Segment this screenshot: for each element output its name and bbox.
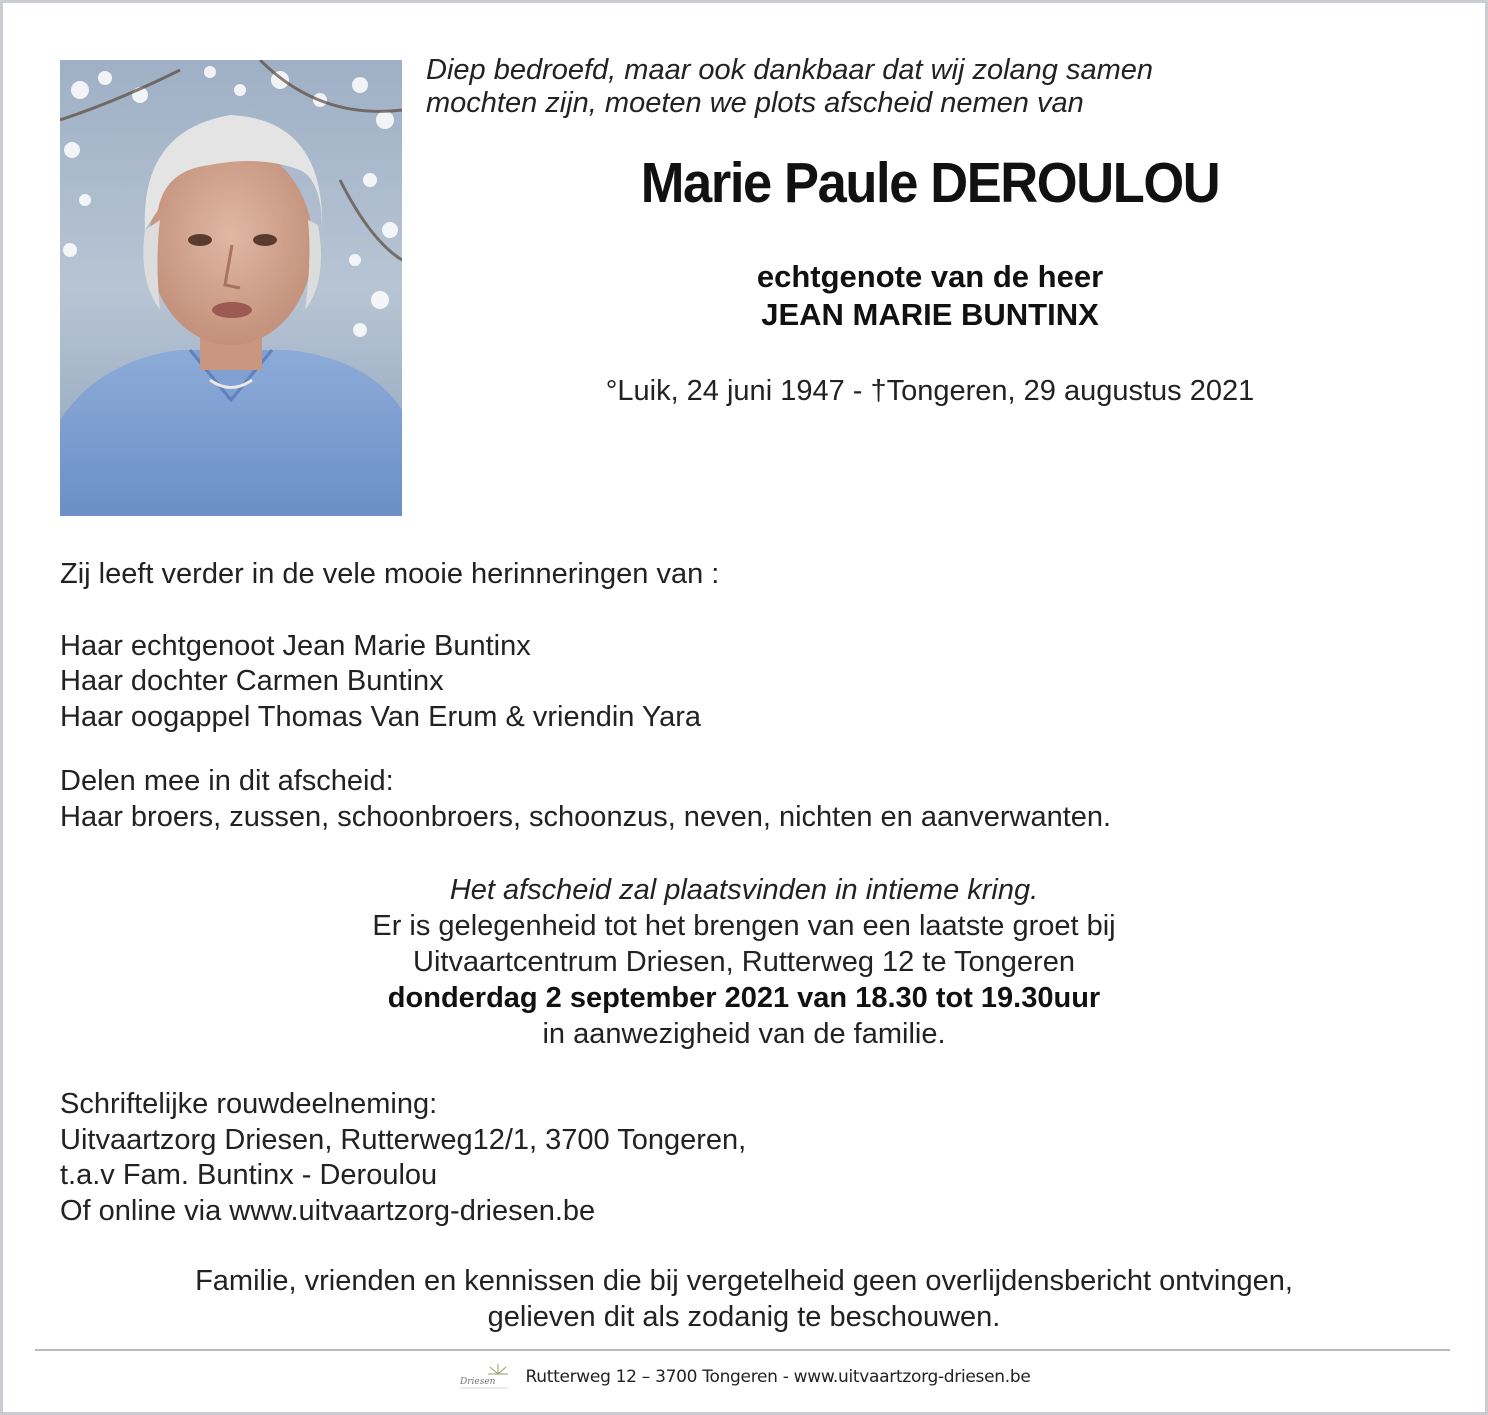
- footer-address: Rutterweg 12 – 3700 Tongeren - www.uitvaartzorg-driesen.be: [525, 1367, 1031, 1387]
- farewell-line-1: Het afscheid zal plaatsvinden in intieme kring.: [449, 874, 1039, 906]
- survivors-section: [60, 557, 1360, 735]
- intro-line-1: Diep bedroefd, maar ook dankbaar dat wij zolang samen: [426, 54, 1154, 86]
- condolences-line: Of online via www.uitvaartzorg-driesen.be: [60, 1194, 596, 1227]
- condolences-line: Uitvaartzorg Driesen, Rutterweg12/1, 3700 Tongeren,: [60, 1123, 747, 1156]
- sharing-line: Haar broers, zussen, schoonbroers, schoonzus, neven, nichten en aanverwanten.: [60, 800, 1112, 833]
- farewell-line-3: Uitvaartcentrum Driesen, Rutterweg 12 te Tongeren: [413, 946, 1075, 978]
- driesen-logo-icon: [458, 1362, 514, 1392]
- footer: [0, 1360, 1488, 1394]
- intro-line-2: mochten zijn, moeten we plots afscheid nemen van: [426, 87, 1084, 119]
- survivor-line: Haar echtgenoot Jean Marie Buntinx: [60, 629, 531, 662]
- intro-text: [426, 54, 1286, 120]
- farewell-line-2: Er is gelegenheid tot het brengen van een laatste groet bij: [372, 910, 1116, 942]
- condolences-line: t.a.v Fam. Buntinx - Deroulou: [60, 1159, 438, 1191]
- survivor-line: Haar oogappel Thomas Van Erum & vriendin Yara: [60, 700, 702, 733]
- birth-death-dates: °Luik, 24 juni 1947 - †Tongeren, 29 augustus 2021: [605, 375, 1255, 407]
- condolences-section: [60, 1087, 1360, 1229]
- deceased-name: Marie Paule DEROULOU: [640, 151, 1220, 215]
- survivors-heading: Zij leeft verder in de vele mooie herinneringen van :: [60, 558, 720, 590]
- spouse-line-2: JEAN MARIE BUNTINX: [761, 297, 1099, 332]
- portrait-photo: [60, 60, 402, 516]
- survivor-line: Haar dochter Carmen Buntinx: [60, 665, 444, 697]
- farewell-line-5: in aanwezigheid van de familie.: [542, 1018, 946, 1050]
- notice-line-1: Familie, vrienden en kennissen die bij vergetelheid geen overlijdensbericht ontvingen,: [195, 1265, 1293, 1297]
- sharing-heading: Delen mee in dit afscheid:: [60, 765, 394, 797]
- logo-text: Driesen: [459, 1377, 495, 1387]
- farewell-date-time: donderdag 2 september 2021 van 18.30 tot 19.30uur: [387, 982, 1101, 1014]
- spouse-line-1: echtgenote van de heer: [756, 259, 1104, 294]
- footer-divider: [35, 1349, 1450, 1351]
- spouse-info: [480, 258, 1380, 334]
- farewell-section: [0, 872, 1488, 1052]
- sharing-section: [60, 764, 1360, 835]
- notice-line-2: gelieven dit als zodanig te beschouwen.: [487, 1301, 1001, 1333]
- notice-section: [0, 1263, 1488, 1335]
- condolences-heading: Schriftelijke rouwdeelneming:: [60, 1088, 438, 1120]
